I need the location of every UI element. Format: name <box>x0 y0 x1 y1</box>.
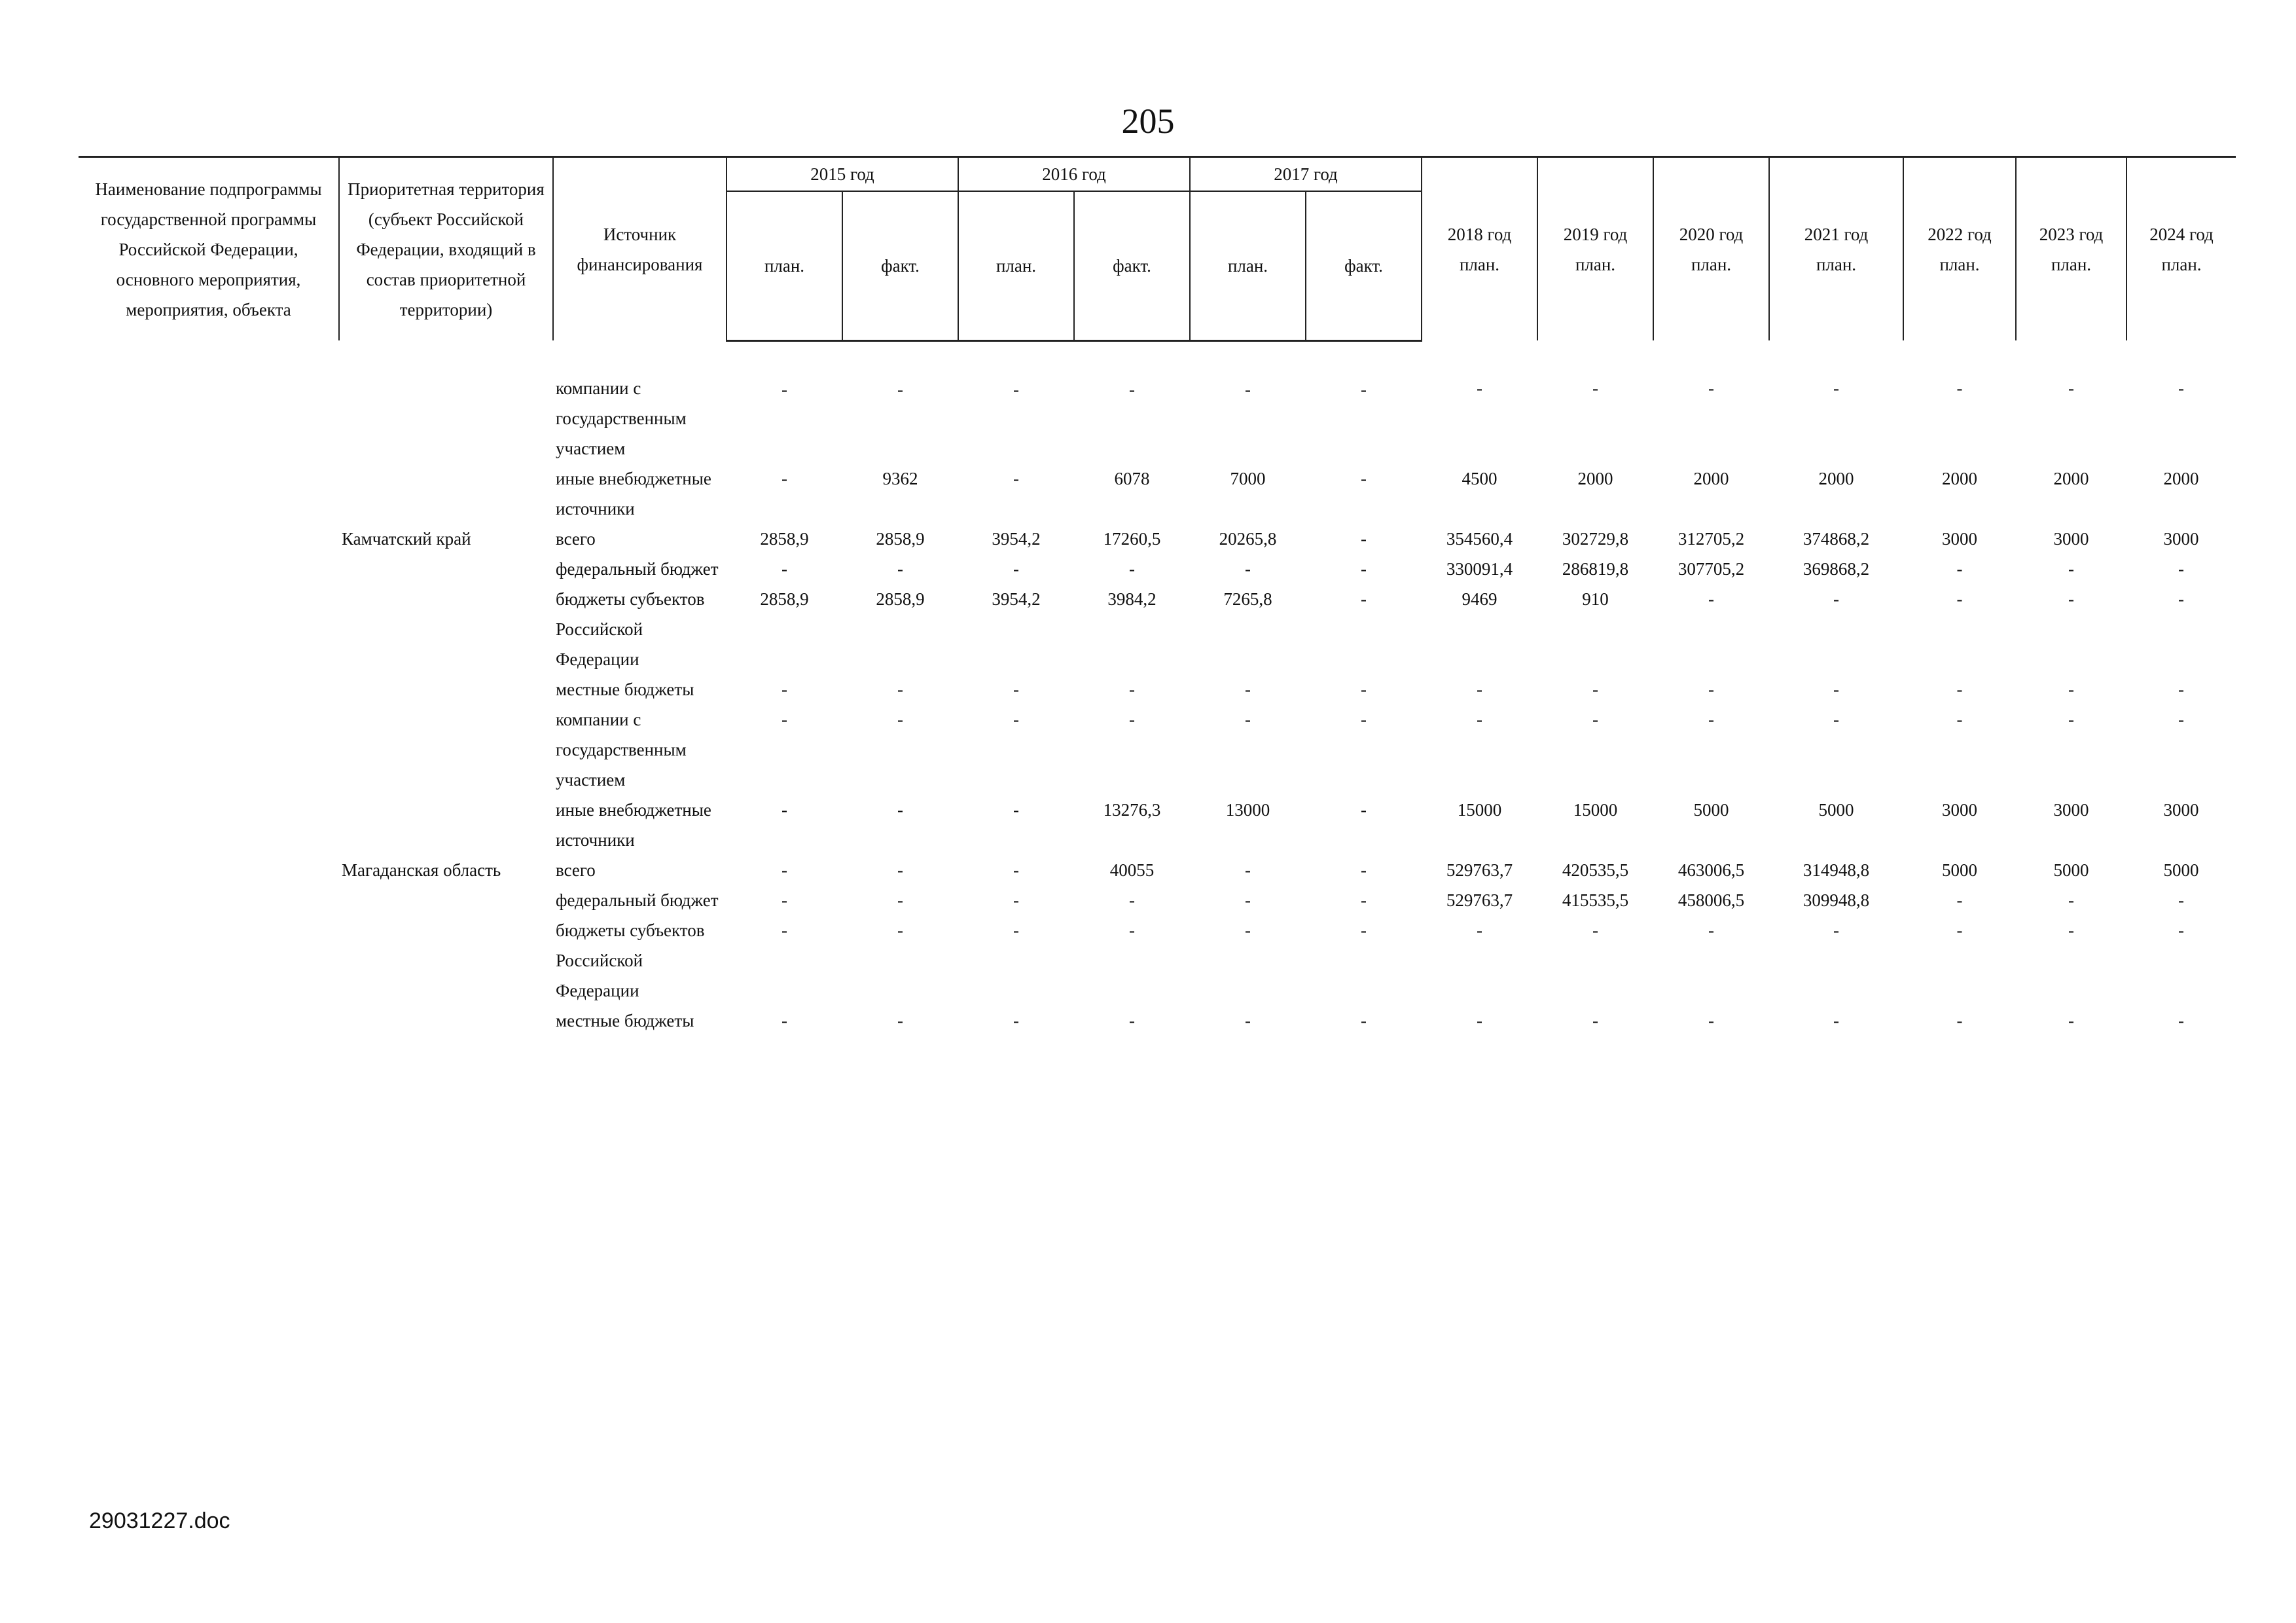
row-value: 3954,2 <box>992 589 1041 609</box>
row-value: - <box>2068 921 2074 940</box>
row-value: - <box>897 1011 903 1030</box>
row-value: - <box>1245 559 1251 579</box>
row-territory <box>339 795 553 855</box>
row-value: - <box>1013 680 1019 699</box>
row-value: - <box>2068 1011 2074 1030</box>
header-2016-fact: факт. <box>1074 191 1190 340</box>
row-value: 3954,2 <box>992 529 1041 549</box>
row-value: 6078 <box>1114 469 1150 488</box>
row-value: 2858,9 <box>876 589 925 609</box>
row-value: 7000 <box>1230 469 1266 488</box>
row-territory <box>339 554 553 584</box>
row-name-cell <box>79 340 339 464</box>
row-value: - <box>897 379 903 399</box>
row-value: 374868,2 <box>1803 529 1870 549</box>
row-value: - <box>1833 710 1839 729</box>
row-value: - <box>1956 559 1963 579</box>
row-value: 5000 <box>1693 800 1729 820</box>
row-territory <box>339 885 553 915</box>
row-value: - <box>2178 589 2184 609</box>
row-value: 2858,9 <box>876 529 925 549</box>
row-source: компании с государственным участием <box>556 378 687 458</box>
row-territory <box>339 915 553 1006</box>
row-territory: Камчатский край <box>342 529 471 549</box>
row-value: - <box>897 680 903 699</box>
row-value: - <box>1013 890 1019 910</box>
row-value: 420535,5 <box>1562 860 1629 880</box>
table-row <box>79 795 2236 855</box>
row-value: 4500 <box>1462 469 1498 488</box>
row-source: компании с государственным участием <box>556 710 687 790</box>
row-value: - <box>1956 921 1963 940</box>
document-reference: 29031227.doc <box>89 1508 230 1533</box>
row-value: - <box>1361 890 1367 910</box>
row-value: 307705,2 <box>1677 559 1745 579</box>
row-value: - <box>1833 378 1839 398</box>
row-value: 13000 <box>1225 800 1270 820</box>
row-value: - <box>1361 680 1367 699</box>
row-value: - <box>1956 1011 1963 1030</box>
row-value: - <box>1245 860 1251 880</box>
row-value: - <box>1361 1011 1367 1030</box>
row-value: - <box>897 890 903 910</box>
row-value: 13276,3 <box>1103 800 1161 820</box>
financing-table <box>79 156 2236 1036</box>
row-source: бюджеты субъектов Российской Федерации <box>556 589 705 669</box>
row-value: - <box>1013 559 1019 579</box>
row-value: - <box>1245 890 1251 910</box>
row-value: 40055 <box>1109 860 1155 880</box>
row-value: - <box>1708 378 1714 398</box>
row-value: 17260,5 <box>1103 529 1161 549</box>
row-value: - <box>1956 710 1963 729</box>
row-value: 5000 <box>1818 800 1854 820</box>
row-value: 3000 <box>2053 800 2089 820</box>
row-value: - <box>1129 710 1135 729</box>
row-value: 3000 <box>2163 800 2199 820</box>
row-value: 3000 <box>1942 800 1977 820</box>
row-value: - <box>1129 680 1135 699</box>
row-value: - <box>1708 589 1714 609</box>
row-value: - <box>2178 710 2184 729</box>
row-value: - <box>1592 921 1598 940</box>
table-row <box>79 704 2236 795</box>
row-value: 2000 <box>1577 469 1613 488</box>
header-year-2018: 2018 год план. <box>1422 157 1537 341</box>
row-value: - <box>1245 1011 1251 1030</box>
row-value: - <box>1708 1011 1714 1030</box>
table-row <box>79 1006 2236 1036</box>
row-value: - <box>1592 378 1598 398</box>
row-value: - <box>781 860 787 880</box>
row-value: - <box>1477 921 1482 940</box>
row-source: федеральный бюджет <box>556 559 719 579</box>
row-value: - <box>1361 559 1367 579</box>
row-value: - <box>1477 378 1482 398</box>
row-value: - <box>1013 860 1019 880</box>
row-value: 529763,7 <box>1446 890 1513 910</box>
row-value: - <box>2178 378 2184 398</box>
row-value: - <box>1956 680 1963 699</box>
row-value: 9362 <box>882 469 918 488</box>
row-territory: Магаданская область <box>342 860 501 880</box>
row-value: - <box>1833 680 1839 699</box>
row-value: 3000 <box>2163 529 2199 549</box>
header-2017-plan: план. <box>1190 191 1306 340</box>
row-value: 314948,8 <box>1803 860 1870 880</box>
row-value: 330091,4 <box>1446 559 1513 579</box>
row-value: - <box>2178 680 2184 699</box>
row-name-cell <box>79 855 339 885</box>
row-value: 302729,8 <box>1562 529 1629 549</box>
row-name-cell <box>79 1006 339 1036</box>
row-value: 3000 <box>1942 529 1977 549</box>
row-value: - <box>2178 921 2184 940</box>
row-name-cell <box>79 584 339 674</box>
table-row <box>79 584 2236 674</box>
row-value: 2000 <box>2163 469 2199 488</box>
row-value: - <box>1592 680 1598 699</box>
row-name-cell <box>79 524 339 554</box>
row-value: 5000 <box>2163 860 2199 880</box>
row-source: местные бюджеты <box>556 1011 694 1030</box>
row-value: - <box>781 921 787 940</box>
row-name-cell <box>79 885 339 915</box>
row-value: 2000 <box>1693 469 1729 488</box>
row-value: 2858,9 <box>760 529 809 549</box>
row-value: - <box>1245 680 1251 699</box>
row-value: - <box>781 1011 787 1030</box>
header-year-2024: 2024 год план. <box>2126 157 2236 341</box>
header-year-2019: 2019 год план. <box>1537 157 1653 341</box>
row-value: 3000 <box>2053 529 2089 549</box>
table-row <box>79 554 2236 584</box>
row-value: - <box>1013 1011 1019 1030</box>
row-value: - <box>1129 379 1135 399</box>
header-2016-plan: план. <box>958 191 1074 340</box>
header-year-2016: 2016 год <box>958 157 1190 192</box>
row-value: - <box>1129 559 1135 579</box>
row-name-cell <box>79 554 339 584</box>
row-value: - <box>1833 589 1839 609</box>
row-territory <box>339 584 553 674</box>
row-value: - <box>1129 921 1135 940</box>
header-year-2015: 2015 год <box>726 157 958 192</box>
row-territory <box>339 1006 553 1036</box>
table-row <box>79 524 2236 554</box>
row-value: - <box>1245 379 1251 399</box>
row-value: 9469 <box>1462 589 1498 609</box>
row-value: - <box>1708 921 1714 940</box>
table-row <box>79 915 2236 1006</box>
row-name-cell <box>79 704 339 795</box>
row-value: 2000 <box>1942 469 1977 488</box>
header-2015-plan: план. <box>726 191 842 340</box>
row-value: 463006,5 <box>1677 860 1745 880</box>
table-row <box>79 855 2236 885</box>
row-name-cell <box>79 464 339 524</box>
row-value: - <box>781 710 787 729</box>
header-name: Наименование подпрограммы государственной программы Российской Федерации, основного мероприятия, мероприятия, объекта <box>79 157 339 341</box>
row-value: 20265,8 <box>1219 529 1277 549</box>
row-value: - <box>781 890 787 910</box>
row-territory <box>339 340 553 464</box>
row-value: 15000 <box>1457 800 1502 820</box>
row-source: бюджеты субъектов Российской Федерации <box>556 921 705 1000</box>
row-value: - <box>2068 378 2074 398</box>
row-value: - <box>897 710 903 729</box>
header-year-2021: 2021 год план. <box>1769 157 1903 341</box>
row-value: - <box>897 860 903 880</box>
row-value: - <box>781 800 787 820</box>
row-value: - <box>2068 890 2074 910</box>
row-territory <box>339 674 553 704</box>
row-value: - <box>1956 589 1963 609</box>
table-row <box>79 464 2236 524</box>
row-value: - <box>2068 710 2074 729</box>
header-source: Источник финансирования <box>553 157 726 341</box>
row-source: федеральный бюджет <box>556 890 719 910</box>
row-value: - <box>1361 529 1367 549</box>
row-source: всего <box>556 529 596 549</box>
table-row <box>79 674 2236 704</box>
row-value: - <box>2068 680 2074 699</box>
row-territory <box>339 464 553 524</box>
row-territory <box>339 704 553 795</box>
row-value: 5000 <box>1942 860 1977 880</box>
row-value: - <box>1592 710 1598 729</box>
row-value: - <box>1361 800 1367 820</box>
row-value: 2000 <box>1818 469 1854 488</box>
row-value: 910 <box>1582 589 1609 609</box>
row-value: 458006,5 <box>1677 890 1745 910</box>
table-body <box>79 340 2236 1036</box>
row-value: - <box>1013 710 1019 729</box>
row-value: 309948,8 <box>1803 890 1870 910</box>
row-value: - <box>1361 589 1367 609</box>
row-value: 2000 <box>2053 469 2089 488</box>
row-name-cell <box>79 674 339 704</box>
row-source: иные внебюджетные источники <box>556 469 711 519</box>
header-2015-fact: факт. <box>842 191 958 340</box>
row-value: - <box>1708 710 1714 729</box>
row-value: - <box>1956 890 1963 910</box>
row-value: 286819,8 <box>1562 559 1629 579</box>
row-value: - <box>1956 378 1963 398</box>
row-value: - <box>1013 921 1019 940</box>
row-value: - <box>897 921 903 940</box>
row-value: 415535,5 <box>1562 890 1629 910</box>
row-value: - <box>781 680 787 699</box>
financing-table-page <box>79 156 2219 1036</box>
header-2017-fact: факт. <box>1306 191 1422 340</box>
row-value: 529763,7 <box>1446 860 1513 880</box>
row-value: 369868,2 <box>1803 559 1870 579</box>
header-year-2023: 2023 год план. <box>2016 157 2126 341</box>
row-value: 7265,8 <box>1223 589 1272 609</box>
row-value: 3984,2 <box>1107 589 1157 609</box>
row-value: - <box>1708 680 1714 699</box>
table-row <box>79 340 2236 464</box>
row-value: - <box>1245 921 1251 940</box>
row-source: местные бюджеты <box>556 680 694 699</box>
row-value: - <box>781 559 787 579</box>
row-value: - <box>2178 559 2184 579</box>
header-year-2022: 2022 год план. <box>1903 157 2016 341</box>
row-value: - <box>2068 559 2074 579</box>
row-value: - <box>897 559 903 579</box>
row-value: - <box>2178 890 2184 910</box>
row-value: - <box>781 379 787 399</box>
row-value: - <box>1013 379 1019 399</box>
row-value: - <box>1833 921 1839 940</box>
row-name-cell <box>79 795 339 855</box>
row-value: 5000 <box>2053 860 2089 880</box>
row-value: 15000 <box>1573 800 1618 820</box>
row-value: - <box>1833 1011 1839 1030</box>
row-value: - <box>1477 1011 1482 1030</box>
row-value: - <box>1013 800 1019 820</box>
header-year-2017: 2017 год <box>1190 157 1422 192</box>
row-source: иные внебюджетные источники <box>556 800 711 850</box>
row-value: - <box>897 800 903 820</box>
row-name-cell <box>79 915 339 1006</box>
row-value: - <box>2068 589 2074 609</box>
page-number: 205 <box>1121 101 1175 141</box>
table-row <box>79 885 2236 915</box>
row-value: - <box>1129 1011 1135 1030</box>
header-territory: Приоритетная территория (субъект Российской Федерации, входящий в состав приоритетной территории) <box>339 157 553 341</box>
row-value: - <box>1477 710 1482 729</box>
row-source: всего <box>556 860 596 880</box>
row-value: - <box>781 469 787 488</box>
row-value: 354560,4 <box>1446 529 1513 549</box>
row-value: - <box>1129 890 1135 910</box>
row-value: - <box>1245 710 1251 729</box>
row-value: - <box>1361 860 1367 880</box>
row-value: - <box>1013 469 1019 488</box>
row-value: 2858,9 <box>760 589 809 609</box>
row-value: 312705,2 <box>1677 529 1745 549</box>
header-year-2020: 2020 год план. <box>1653 157 1769 341</box>
row-value: - <box>1361 710 1367 729</box>
row-value: - <box>1361 921 1367 940</box>
row-value: - <box>1361 469 1367 488</box>
row-value: - <box>1361 379 1367 399</box>
row-value: - <box>2178 1011 2184 1030</box>
row-value: - <box>1592 1011 1598 1030</box>
row-value: - <box>1477 680 1482 699</box>
